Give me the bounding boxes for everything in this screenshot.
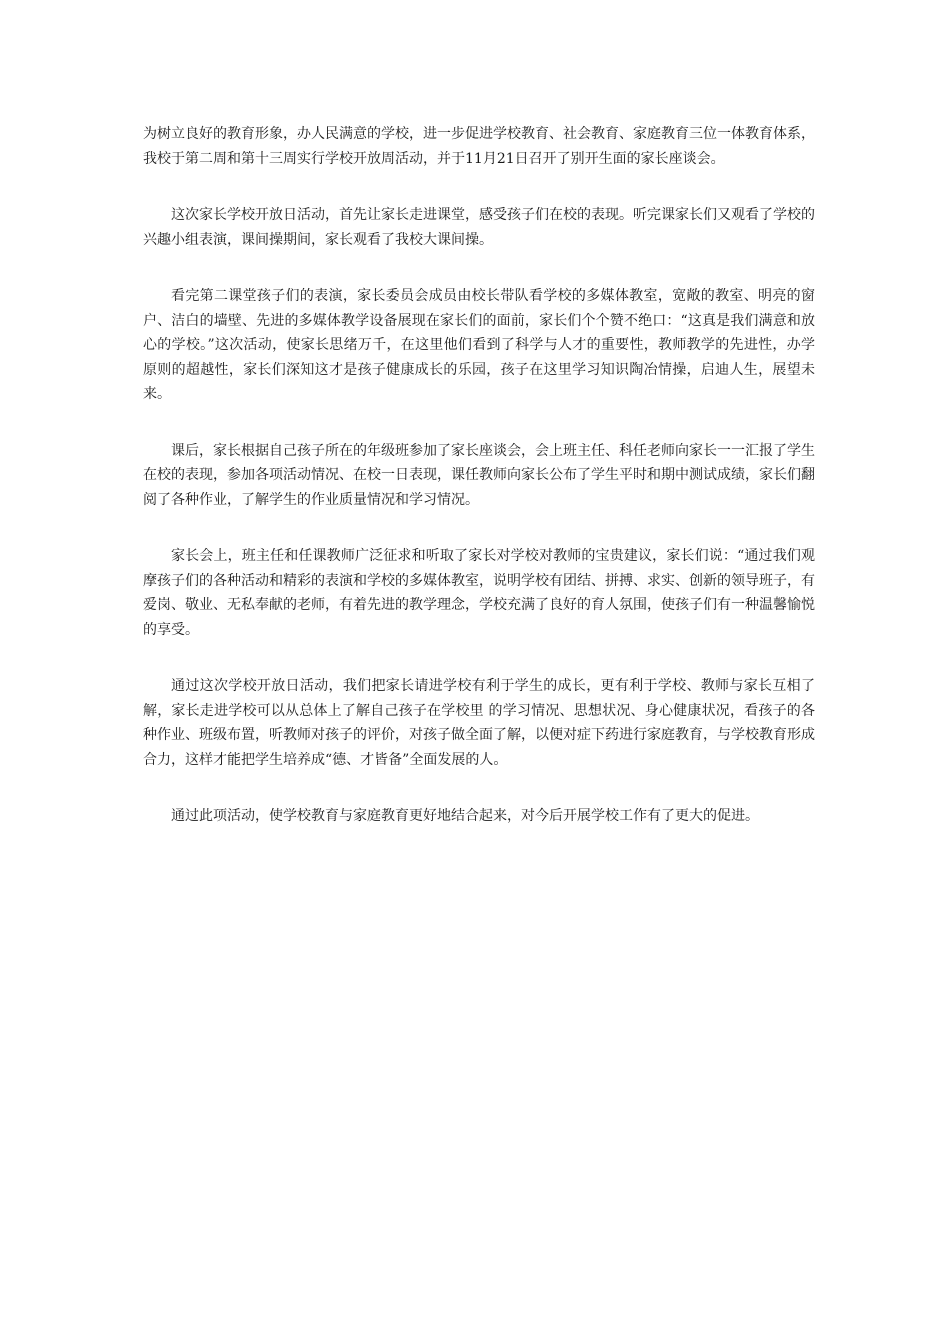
paragraph-parent-feedback: 家长会上，班主任和任课教师广泛征求和听取了家长对学校对教师的宝贵建议，家长们说：“通过我们观摩孩子们的各种活动和精彩的表演和学校的多媒体教室，说明学校有团结、拼搏、求实、创新的领导班子，有爱岗、敬业、无私奉献的老师，有着先进的教学理念，学校充满了良好的育人氛围，使孩子们有一种温馨愉悦的享受。 bbox=[143, 548, 815, 638]
paragraph-intro: 为树立良好的教育形象，办人民满意的学校，进一步促进学校教育、社会教育、家庭教育三位一体教育体系，我校于第二周和第十三周实行学校开放周活动，并于11月21日召开了别开生面的家长座谈会。 bbox=[143, 126, 815, 167]
paragraph-benefits: 通过这次学校开放日活动，我们把家长请进学校有利于学生的成长，更有利于学校、教师与家长互相了解，家长走进学校可以从总体上了解自己孩子在学校里 的学习情况、思想状况、身心健康状况，看孩子的各种作业、班级布置，听教师对孩子的评价，对孩子做全面了解，以便对症下药进行家庭教育，与学校教育形成合力，这样才能把学生培养成“德、才皆备”全面发展的人。 bbox=[143, 678, 815, 768]
document-body bbox=[143, 122, 815, 861]
paragraph-parent-meeting: 课后，家长根据自己孩子所在的年级班参加了家长座谈会，会上班主任、科任老师向家长一一汇报了学生在校的表现，参加各项活动情况、在校一日表现，课任教师向家长公布了学生平时和期中测试成绩，家长们翻阅了各种作业，了解学生的作业质量情况和学习情况。 bbox=[143, 442, 815, 508]
paragraph-conclusion: 通过此项活动，使学校教育与家庭教育更好地结合起来，对今后开展学校工作有了更大的促进。 bbox=[171, 808, 759, 824]
paragraph-multimedia-visit: 看完第二课堂孩子们的表演，家长委员会成员由校长带队看学校的多媒体教室，宽敞的教室、明亮的窗户、洁白的墙壁、先进的多媒体教学设备展现在家长们的面前，家长们个个赞不绝口：“这真是我们满意和放心的学校。”这次活动，使家长思绪万千，在这里他们看到了科学与人才的重要性，教师教学的先进性，办学原则的超越性，家长们深知这才是孩子健康成长的乐园，孩子在这里学习知识陶冶情操，启迪人生，展望未来。 bbox=[143, 288, 815, 402]
paragraph-open-day: 这次家长学校开放日活动，首先让家长走进课堂，感受孩子们在校的表现。听完课家长们又观看了学校的兴趣小组表演，课间操期间，家长观看了我校大课间操。 bbox=[143, 207, 815, 248]
